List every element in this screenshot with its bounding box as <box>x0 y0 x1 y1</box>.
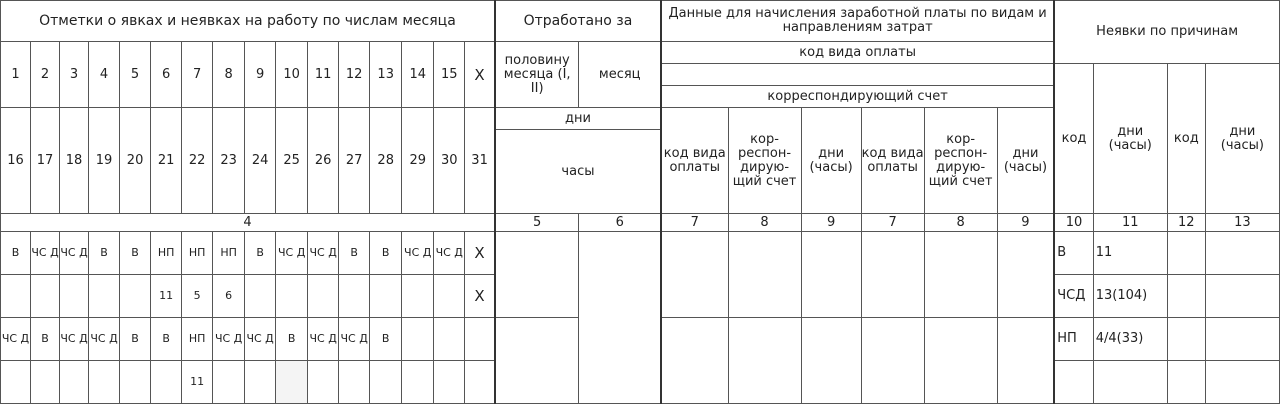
absence-value-2: 13(104) <box>1093 275 1167 318</box>
days-cell-3 <box>801 318 861 404</box>
days-header: дни <box>495 108 661 130</box>
month-header: месяц <box>579 42 661 108</box>
col-num-8a: 8 <box>728 214 801 232</box>
mark-3: ЧС Д <box>60 232 89 275</box>
hours-12 <box>339 275 370 318</box>
corr-account-cell-4 <box>924 318 997 404</box>
day-9: 9 <box>245 42 276 108</box>
day-27: 27 <box>339 108 370 214</box>
hours-16 <box>1 361 31 404</box>
day-20: 20 <box>120 108 151 214</box>
col-num-9b: 9 <box>997 214 1054 232</box>
mark-4: В <box>89 232 120 275</box>
day-26: 26 <box>308 108 339 214</box>
day-22: 22 <box>182 108 213 214</box>
day-24: 24 <box>245 108 276 214</box>
mark-6: НП <box>151 232 182 275</box>
pay-code-cell-3 <box>661 318 728 404</box>
day-11: 11 <box>308 42 339 108</box>
hours-x: Х <box>465 275 495 318</box>
mark-28: В <box>370 318 402 361</box>
absence-value-2-row4 <box>1205 361 1279 404</box>
hours-21 <box>151 361 182 404</box>
hours-4 <box>89 275 120 318</box>
absence-code-2: ЧСД <box>1054 275 1093 318</box>
absence-value-1: 11 <box>1093 232 1167 275</box>
mark-27: ЧС Д <box>339 318 370 361</box>
corr-account-cell-3 <box>728 318 801 404</box>
mark-23: ЧС Д <box>213 318 245 361</box>
hours-27 <box>339 361 370 404</box>
hours-24 <box>245 361 276 404</box>
hours-18 <box>60 361 89 404</box>
mark-9: В <box>245 232 276 275</box>
absence-value-2-row1 <box>1205 232 1279 275</box>
hours-2 <box>31 275 60 318</box>
col-num-7b: 7 <box>861 214 924 232</box>
day-28: 28 <box>370 108 402 214</box>
half-month-value-1 <box>495 232 579 318</box>
col-num-4: 4 <box>1 214 495 232</box>
absence-value-2-row2 <box>1205 275 1279 318</box>
abs-code-header-1: код <box>1054 64 1093 214</box>
day-31: 31 <box>465 108 495 214</box>
hours-header: часы <box>495 130 661 214</box>
pay-code-value <box>661 64 1054 86</box>
mark-21: В <box>151 318 182 361</box>
absence-code-2-row3 <box>1167 318 1205 361</box>
day-7: 7 <box>182 42 213 108</box>
hours-29 <box>402 361 434 404</box>
mark-18: ЧС Д <box>60 318 89 361</box>
day-23: 23 <box>213 108 245 214</box>
day-6: 6 <box>151 42 182 108</box>
hours-3 <box>60 275 89 318</box>
sub-pay-code-2: код вида оплаты <box>861 108 924 214</box>
mark-1: В <box>1 232 31 275</box>
sub-corr-account-2: кор-респон-дирую-щий счет <box>924 108 997 214</box>
day-5: 5 <box>120 42 151 108</box>
hours-14 <box>402 275 434 318</box>
payroll-header: Данные для начисления заработной платы по видам и направлениям затрат <box>661 1 1054 42</box>
mark-8: НП <box>213 232 245 275</box>
mark-7: НП <box>182 232 213 275</box>
day-8: 8 <box>213 42 245 108</box>
hours-25 <box>276 361 308 404</box>
month-value <box>579 232 661 404</box>
worked-header: Отработано за <box>495 1 661 42</box>
hours-23 <box>213 361 245 404</box>
corr-account-header: корреспондирующий счет <box>661 86 1054 108</box>
days-cell-4 <box>997 318 1054 404</box>
day-12: 12 <box>339 42 370 108</box>
corr-account-cell-2 <box>924 232 997 318</box>
absence-code-3: НП <box>1054 318 1093 361</box>
hours-17 <box>31 361 60 404</box>
day-19: 19 <box>89 108 120 214</box>
sub-corr-account-1: кор-респон-дирую-щий счет <box>728 108 801 214</box>
mark-17: В <box>31 318 60 361</box>
abs-days-header-1: дни (часы) <box>1093 64 1167 214</box>
mark-15: ЧС Д <box>434 232 465 275</box>
hours-26 <box>308 361 339 404</box>
attendance-header: Отметки о явках и неявках на работу по числам месяца <box>1 1 495 42</box>
mark-5: В <box>120 232 151 275</box>
day-3: 3 <box>60 42 89 108</box>
col-num-5: 5 <box>495 214 579 232</box>
mark-29 <box>402 318 434 361</box>
hours-6: 11 <box>151 275 182 318</box>
absence-value-3: 4/4(33) <box>1093 318 1167 361</box>
mark-2: ЧС Д <box>31 232 60 275</box>
mark-25: В <box>276 318 308 361</box>
sub-days-hours-1: дни (часы) <box>801 108 861 214</box>
hours-11 <box>308 275 339 318</box>
col-num-9a: 9 <box>801 214 861 232</box>
col-num-6: 6 <box>579 214 661 232</box>
day-4: 4 <box>89 42 120 108</box>
col-num-7a: 7 <box>661 214 728 232</box>
day-25: 25 <box>276 108 308 214</box>
day-x: X <box>465 42 495 108</box>
absence-value-4 <box>1093 361 1167 404</box>
col-num-11: 11 <box>1093 214 1167 232</box>
col-num-10: 10 <box>1054 214 1093 232</box>
col-num-13: 13 <box>1205 214 1279 232</box>
sub-pay-code-1: код вида оплаты <box>661 108 728 214</box>
hours-10 <box>276 275 308 318</box>
hours-22: 11 <box>182 361 213 404</box>
mark-24: ЧС Д <box>245 318 276 361</box>
day-21: 21 <box>151 108 182 214</box>
hours-5 <box>120 275 151 318</box>
hours-20 <box>120 361 151 404</box>
day-16: 16 <box>1 108 31 214</box>
days-cell-2 <box>997 232 1054 318</box>
hours-8: 6 <box>213 275 245 318</box>
hours-1 <box>1 275 31 318</box>
hours-31 <box>465 361 495 404</box>
pay-code-cell-1 <box>661 232 728 318</box>
hours-30 <box>434 361 465 404</box>
day-13: 13 <box>370 42 402 108</box>
mark-31 <box>465 318 495 361</box>
mark-14: ЧС Д <box>402 232 434 275</box>
absence-value-2-row3 <box>1205 318 1279 361</box>
absence-code-2-row1 <box>1167 232 1205 275</box>
day-18: 18 <box>60 108 89 214</box>
days-cell-1 <box>801 232 861 318</box>
absence-code-2-row4 <box>1167 361 1205 404</box>
col-num-12: 12 <box>1167 214 1205 232</box>
absences-header: Неявки по причинам <box>1054 1 1279 64</box>
mark-16: ЧС Д <box>1 318 31 361</box>
hours-28 <box>370 361 402 404</box>
hours-7: 5 <box>182 275 213 318</box>
hours-13 <box>370 275 402 318</box>
abs-days-header-2: дни (часы) <box>1205 64 1279 214</box>
absence-code-2-row2 <box>1167 275 1205 318</box>
mark-19: ЧС Д <box>89 318 120 361</box>
absence-code-1: В <box>1054 232 1093 275</box>
hours-19 <box>89 361 120 404</box>
pay-code-cell-4 <box>861 318 924 404</box>
day-15: 15 <box>434 42 465 108</box>
pay-code-header: код вида оплаты <box>661 42 1054 64</box>
half-month-header: половину месяца (I, II) <box>495 42 579 108</box>
mark-10: ЧС Д <box>276 232 308 275</box>
mark-22: НП <box>182 318 213 361</box>
mark-x: Х <box>465 232 495 275</box>
day-10: 10 <box>276 42 308 108</box>
hours-9 <box>245 275 276 318</box>
day-29: 29 <box>402 108 434 214</box>
day-14: 14 <box>402 42 434 108</box>
mark-13: В <box>370 232 402 275</box>
day-2: 2 <box>31 42 60 108</box>
corr-account-cell-1 <box>728 232 801 318</box>
day-1: 1 <box>1 42 31 108</box>
mark-11: ЧС Д <box>308 232 339 275</box>
col-num-8b: 8 <box>924 214 997 232</box>
sub-days-hours-2: дни (часы) <box>997 108 1054 214</box>
day-30: 30 <box>434 108 465 214</box>
abs-code-header-2: код <box>1167 64 1205 214</box>
day-17: 17 <box>31 108 60 214</box>
pay-code-cell-2 <box>861 232 924 318</box>
half-month-value-2 <box>495 318 579 404</box>
absence-code-4 <box>1054 361 1093 404</box>
mark-30 <box>434 318 465 361</box>
mark-26: ЧС Д <box>308 318 339 361</box>
mark-12: В <box>339 232 370 275</box>
mark-20: В <box>120 318 151 361</box>
hours-15 <box>434 275 465 318</box>
